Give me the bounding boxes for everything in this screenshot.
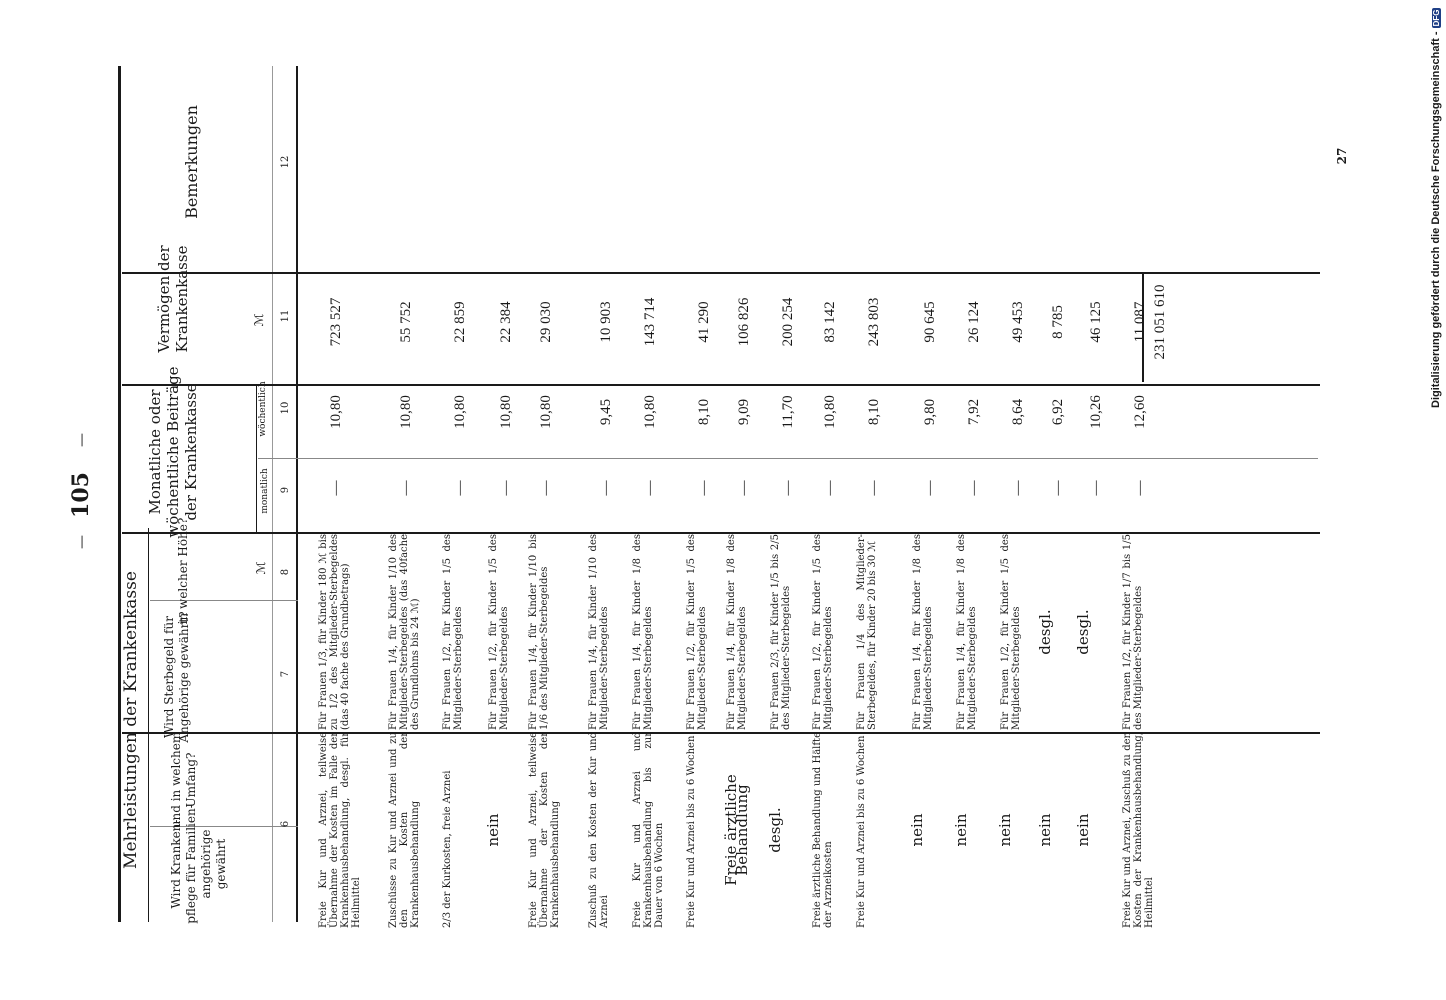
- cell-col11: 22 859: [452, 301, 468, 343]
- colnum-7: 7: [280, 670, 291, 678]
- cell-col6: Freie Kur und Arznei, teilweise Übernahme der Kosten der Krankenhausbehandlung: [528, 732, 561, 928]
- cell-col9: —: [452, 480, 468, 496]
- cell-col10: 10,80: [498, 395, 514, 429]
- cell-col9: —: [822, 480, 838, 496]
- cell-col9: —: [780, 480, 796, 496]
- cell-col10: 9,09: [736, 398, 752, 426]
- cell-col7: Für Frauen 1/4, für Kinder 1/10 bis 1/6 des Mitglieder-Sterbegeldes: [528, 534, 550, 730]
- header-col7: Wird Sterbegeld für Angehörige gewährt?: [162, 611, 191, 743]
- cell-col9: —: [398, 480, 414, 496]
- cell-col6: Freie Kur und Arznei, Zuschuß zu den Kosten der Krankenhausbehandlung, Heilmittel: [1122, 732, 1155, 928]
- header-col8-unit: ℳ: [254, 561, 268, 575]
- cell-col11: 83 142: [822, 301, 838, 343]
- cell-col7: Für Frauen 1/2, für Kinder 1/5 des Mitglieder-Sterbegeldes: [686, 534, 708, 730]
- cell-col11: 46 125: [1088, 301, 1104, 343]
- cell-col6: nein: [484, 813, 502, 847]
- colnum-8: 8: [280, 568, 291, 576]
- page-number-text: 105: [68, 472, 94, 518]
- cell-col10: 9,45: [598, 398, 614, 426]
- cell-col6: Freie Kur und Arznei, teilweise Übernahme der Kosten im Falle der Krankenhausbehandlung, desgl. für Heilmittel: [318, 732, 362, 928]
- cell-col6: nein: [1074, 813, 1092, 847]
- cell-col10: 10,80: [642, 395, 658, 429]
- cell-col9: —: [696, 480, 712, 496]
- cell-col6: 2/3 der Kurkosten, freie Arznei: [442, 770, 453, 928]
- cell-col10: 8,64: [1010, 398, 1026, 426]
- cell-col9: —: [1010, 480, 1026, 496]
- cell-col10: 8,10: [696, 398, 712, 426]
- page-number: [68, 470, 94, 520]
- cell-col9: —: [922, 480, 938, 496]
- cell-col9: —: [1050, 480, 1066, 496]
- header-col11: Vermögen der Krankenkasse: [155, 245, 191, 353]
- group-header-mehrleistungen: Mehrleistungen der Krankenkasse: [121, 571, 141, 869]
- cell-col7: Für Frauen 2/3, für Kinder 1/5 bis 2/5 des Mitglieder-Sterbegeldes: [770, 534, 792, 730]
- cell-col9: —: [598, 480, 614, 496]
- total-value: 231 051 610: [1152, 284, 1168, 360]
- cell-col7: Für Frauen 1/4, für Kinder 1/10 des Mitglieder-Sterbegeldes (das 40fache des Grundlohns bis 24 ℳ): [388, 534, 421, 730]
- cell-col9: —: [538, 480, 554, 496]
- cell-col6: Freie ärztliche Behandlung: [722, 774, 751, 886]
- cell-col10: 9,80: [922, 398, 938, 426]
- footer-page-number: 27: [1335, 147, 1349, 165]
- cell-col7: desgl.: [1036, 609, 1054, 655]
- cell-col10: 10,80: [538, 395, 554, 429]
- cell-col6: Freie Kur und Arznei bis zu 6 Wochen: [856, 735, 867, 928]
- cell-col11: 106 826: [736, 297, 752, 347]
- cell-col10: 10,80: [398, 395, 414, 429]
- cell-col9: —: [736, 480, 752, 496]
- cell-col7: Für Frauen 1/4, für Kinder 1/10 des Mitglieder-Sterbegeldes: [588, 534, 610, 730]
- header-col8: in welcher Höhe?: [176, 517, 190, 625]
- cell-col11: 41 290: [696, 301, 712, 343]
- cell-col7: Für Frauen 1/4 des Mitglieder-Sterbegeldes, für Kinder 20 bis 30 ℳ: [856, 534, 878, 730]
- header-col10: wöchentlich: [258, 381, 268, 437]
- group-divider-mehrleistungen: [148, 528, 149, 922]
- cell-col6: desgl.: [766, 807, 784, 853]
- col-sep-9-10: [258, 458, 1318, 459]
- cell-col11: 200 254: [780, 297, 796, 347]
- cell-col10: 11,70: [780, 395, 796, 429]
- cell-col11: 11 087: [1132, 301, 1148, 343]
- cell-col7: Für Frauen 1/4, für Kinder 1/8 des Mitglieder-Sterbegeldes: [912, 534, 934, 730]
- digitization-note-text: Digitalisierung gefördert durch die Deutsche Forschungsgemeinschaft -: [1430, 31, 1442, 408]
- col-sep-11-12: [122, 272, 1320, 274]
- header-col6b: und in welchem Umfang?: [169, 731, 198, 829]
- header-col9: monatlich: [260, 468, 270, 514]
- cell-col10: 6,92: [1050, 398, 1066, 426]
- colnum-6: 6: [280, 820, 291, 828]
- cell-col11: 22 384: [498, 301, 514, 343]
- cell-col7: Für Frauen 1/4, für Kinder 1/8 des Mitglieder-Sterbegeldes: [726, 534, 748, 730]
- cell-col6: Zuschüsse zu Kur und Arznei und zu den Kosten der Krankenhausbehandlung: [388, 732, 421, 928]
- cell-col9: —: [966, 480, 982, 496]
- cell-col9: —: [1088, 480, 1104, 496]
- cell-col11: 8 785: [1050, 305, 1066, 339]
- cell-col7: Für Frauen 1/2, für Kinder 1/5 des Mitglieder-Sterbegeldes: [1000, 534, 1022, 730]
- cell-col7: Für Frauen 1/2, für Kinder 1/5 des Mitglieder-Sterbegeldes: [488, 534, 510, 730]
- digitization-note: [1430, 0, 1446, 408]
- cell-col9: —: [1132, 480, 1148, 496]
- cell-col7: Für Frauen 1/2, für Kinder 1/7 bis 1/5 des Mitglieder-Sterbegeldes: [1122, 534, 1144, 730]
- cell-col11: 243 803: [866, 297, 882, 347]
- cell-col11: 26 124: [966, 301, 982, 343]
- cell-col7: Für Frauen 1/4, für Kinder 1/8 des Mitglieder-Sterbegeldes: [632, 534, 654, 730]
- cell-col9: —: [642, 480, 658, 496]
- colnum-10: 10: [280, 401, 291, 415]
- colnum-9: 9: [280, 486, 291, 494]
- page-number-dash-bottom: —: [74, 535, 90, 549]
- cell-col10: 10,80: [452, 395, 468, 429]
- cell-col10: 10,26: [1088, 395, 1104, 429]
- cell-col6: nein: [952, 813, 970, 847]
- cell-col6: nein: [996, 813, 1014, 847]
- group-header-beitraege: Monatliche oder wöchentliche Beiträge der Krankenkasse: [146, 366, 200, 538]
- header-divider: [296, 66, 298, 922]
- header-col6a: Wird Kranken- pflege für Familien- angehörige gewährt: [169, 804, 228, 924]
- colnum-rule: [272, 66, 273, 922]
- cell-col10: 10,80: [822, 395, 838, 429]
- page-number-dash-top: —: [74, 433, 90, 447]
- dfg-logo: DFG: [1432, 9, 1441, 27]
- cell-col11: 49 453: [1010, 301, 1026, 343]
- cell-col7: Für Frauen 1/3, für Kinder 180 ℳ bis zu 1/2 des Mitglieder-Sterbegeldes (das 40 fache des Grundbetrags): [318, 534, 351, 730]
- cell-col11: 29 030: [538, 301, 554, 343]
- cell-col10: 7,92: [966, 398, 982, 426]
- cell-col7: desgl.: [1074, 609, 1092, 655]
- header-col11-unit: ℳ: [252, 313, 266, 327]
- cell-col9: —: [866, 480, 882, 496]
- cell-col7: Für Frauen 1/4, für Kinder 1/8 des Mitglieder-Sterbegeldes: [956, 534, 978, 730]
- cell-col6: Freie ärztliche Behandlung und Hälfte der Arzneikosten: [812, 732, 834, 928]
- cell-col7: Für Frauen 1/2, für Kinder 1/5 des Mitglieder-Sterbegeldes: [812, 534, 834, 730]
- cell-col10: 8,10: [866, 398, 882, 426]
- cell-col11: 90 645: [922, 301, 938, 343]
- cell-col6: Freie Kur und Arznei bis zu 6 Wochen: [686, 735, 697, 928]
- cell-col9: —: [328, 480, 344, 496]
- cell-col7: Für Frauen 1/2, für Kinder 1/5 des Mitglieder-Sterbegeldes: [442, 534, 464, 730]
- cell-col9: —: [498, 480, 514, 496]
- colnum-11: 11: [280, 309, 291, 323]
- cell-col6: Freie Kur und Arznei und Krankenhausbehandlung bis zur Dauer von 6 Wochen: [632, 732, 665, 928]
- cell-col10: 12,60: [1132, 395, 1148, 429]
- header-col12: Bemerkungen: [182, 105, 201, 219]
- colnum-12: 12: [280, 155, 291, 169]
- cell-col10: 10,80: [328, 395, 344, 429]
- cell-col11: 10 903: [598, 301, 614, 343]
- cell-col6: Zuschuß zu den Kosten der Kur und Arznei: [588, 732, 610, 928]
- cell-col11: 723 527: [328, 297, 344, 347]
- cell-col11: 143 714: [642, 297, 658, 347]
- cell-col6: nein: [908, 813, 926, 847]
- cell-col11: 55 752: [398, 301, 414, 343]
- cell-col6: nein: [1036, 813, 1054, 847]
